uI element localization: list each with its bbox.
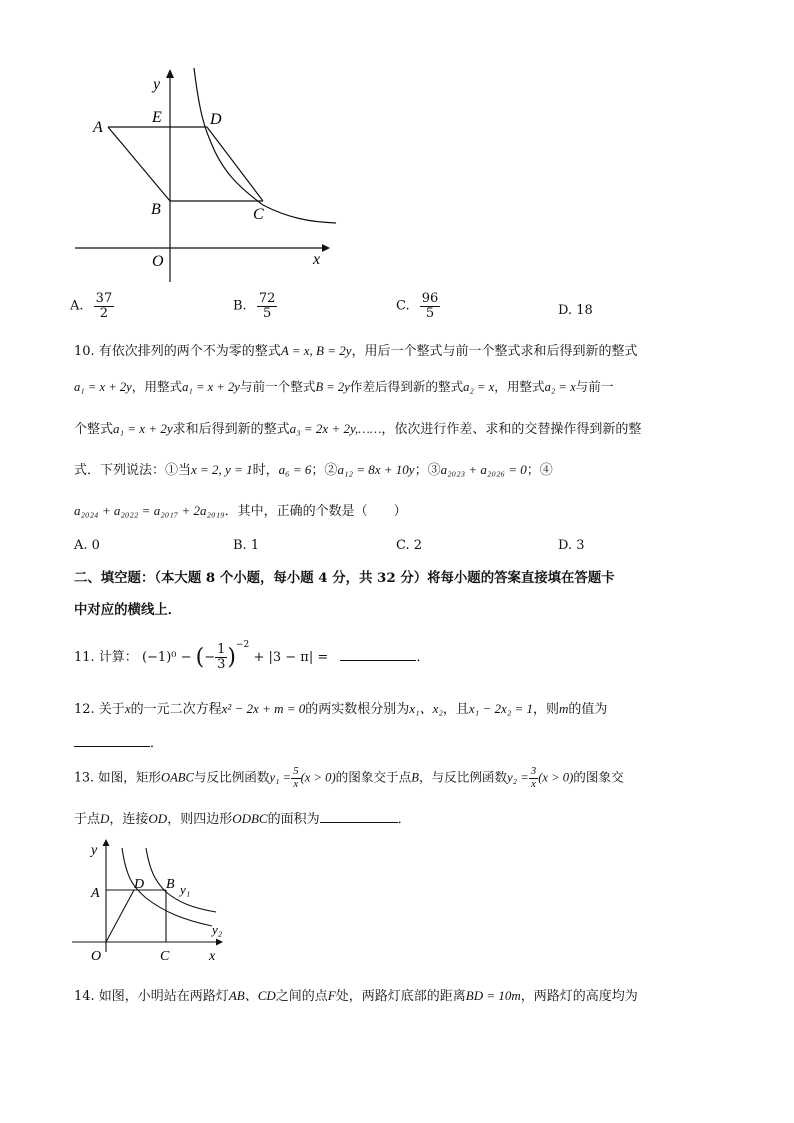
q9-option-a: A. $\frac{37}{2}$ — [70, 291, 113, 321]
label-x: x — [209, 949, 216, 964]
segment-od — [106, 890, 134, 942]
q10-line-3: 个整式a₁ = x + 2y求和后得到新的整式a₃ = 2x + 2y,……，依次进行作差、求和的交替操作得到新的整 — [74, 421, 642, 437]
label-e: E — [152, 109, 162, 126]
label-a: A — [91, 886, 100, 901]
q10-line-1: 10. 有依次排列的两个不为零的整式A = x, B = 2y，用后一个整式与前一个整式求和后得到新的整式 — [74, 343, 638, 359]
q10-option-b: B. 1 — [233, 538, 260, 553]
label-x: x — [313, 251, 321, 268]
label-c: C — [253, 206, 264, 223]
q10-line-2: a₁ = x + 2y，用整式a₁ = x + 2y与前一个整式B = 2y作差后得到新的整式a₂ = x，用整式a₂ = x与前一 — [74, 379, 614, 394]
q10-line-5: a₂₀₂₄ + a₂₀₂₂ = a₂₀₁₇ + 2a₂₀₁₉．其中，正确的个数是（ ） — [74, 503, 407, 519]
label-o: O — [91, 949, 102, 964]
section-2-heading-line-1: 二、填空题：（本大题 8 个小题，每小题 4 分，共 32 分）将每小题的答案直接填在答题卡 — [74, 570, 615, 586]
label-y: y — [91, 843, 98, 858]
q12-line-1: 12. 关于x的一元二次方程x² − 2x + m = 0的两实数根分别为x₁、x₂，且x₁ − 2x₂ = 1，则m的值为 — [74, 701, 608, 717]
q10-option-d: D. 3 — [558, 538, 585, 553]
q9-option-b: B. $\frac{72}{5}$ — [233, 291, 276, 321]
q9-option-c: C. $\frac{96}{5}$ — [396, 291, 439, 321]
q14-line-1: 14. 如图，小明站在两路灯AB、CD之间的点F处，两路灯底部的距离BD = 10m，两路灯的高度均为 — [74, 988, 638, 1004]
q13-answer-blank[interactable] — [320, 810, 398, 823]
q11-line: 11. 计算： (−1)⁰ − (− $\frac{1}{3}$ )$^{-2}$ + |3 − π| = ． — [74, 640, 430, 672]
q10-option-a: A. 0 — [74, 538, 100, 553]
segment-dc — [207, 127, 263, 201]
q12-answer-blank[interactable] — [74, 734, 150, 747]
y-axis-arrow-icon — [166, 69, 174, 78]
q12-line-2: ． — [74, 732, 163, 751]
label-a: A — [93, 119, 103, 136]
q10-line-4: 式．下列说法：①当x = 2, y = 1时，a₆ = 6；②a₁₂ = 8x + 10y；③a₂₀₂₃ + a₂₀₂₆ = 0；④ — [74, 462, 553, 478]
segment-ab — [108, 127, 170, 201]
label-y1: y₁ — [180, 882, 191, 897]
section-2-heading-line-2: 中对应的横线上． — [74, 602, 182, 618]
y-axis-arrow-icon — [103, 839, 110, 846]
figure-q13 — [66, 836, 236, 968]
label-y: y — [153, 76, 161, 93]
label-d: D — [210, 111, 222, 128]
q13-line-1: 13. 如图，矩形OABC与反比例函数y₁ = $\frac{5}{x}$ (x > 0)的图象交于点B，与反比例函数y₂ = $\frac{3}{x}$ (x > 0)的图象交 — [74, 765, 624, 790]
curve-y1 — [146, 848, 216, 912]
label-c: C — [160, 949, 170, 964]
figure-q9 — [60, 60, 350, 290]
q10-option-c: C. 2 — [396, 538, 423, 553]
x-axis-arrow-icon — [216, 939, 223, 946]
label-y2: y₂ — [212, 922, 223, 937]
label-b: B — [166, 877, 175, 892]
q9-option-d: D. 18 — [558, 303, 593, 318]
label-d: D — [134, 877, 145, 892]
q13-line-2: 于点D，连接OD，则四边形ODBC的面积为 ． — [74, 811, 411, 827]
q11-answer-blank[interactable] — [340, 648, 416, 661]
x-axis-arrow-icon — [322, 244, 330, 252]
hyperbola-curve — [194, 68, 336, 223]
label-o: O — [152, 253, 164, 270]
label-b: B — [151, 201, 161, 218]
